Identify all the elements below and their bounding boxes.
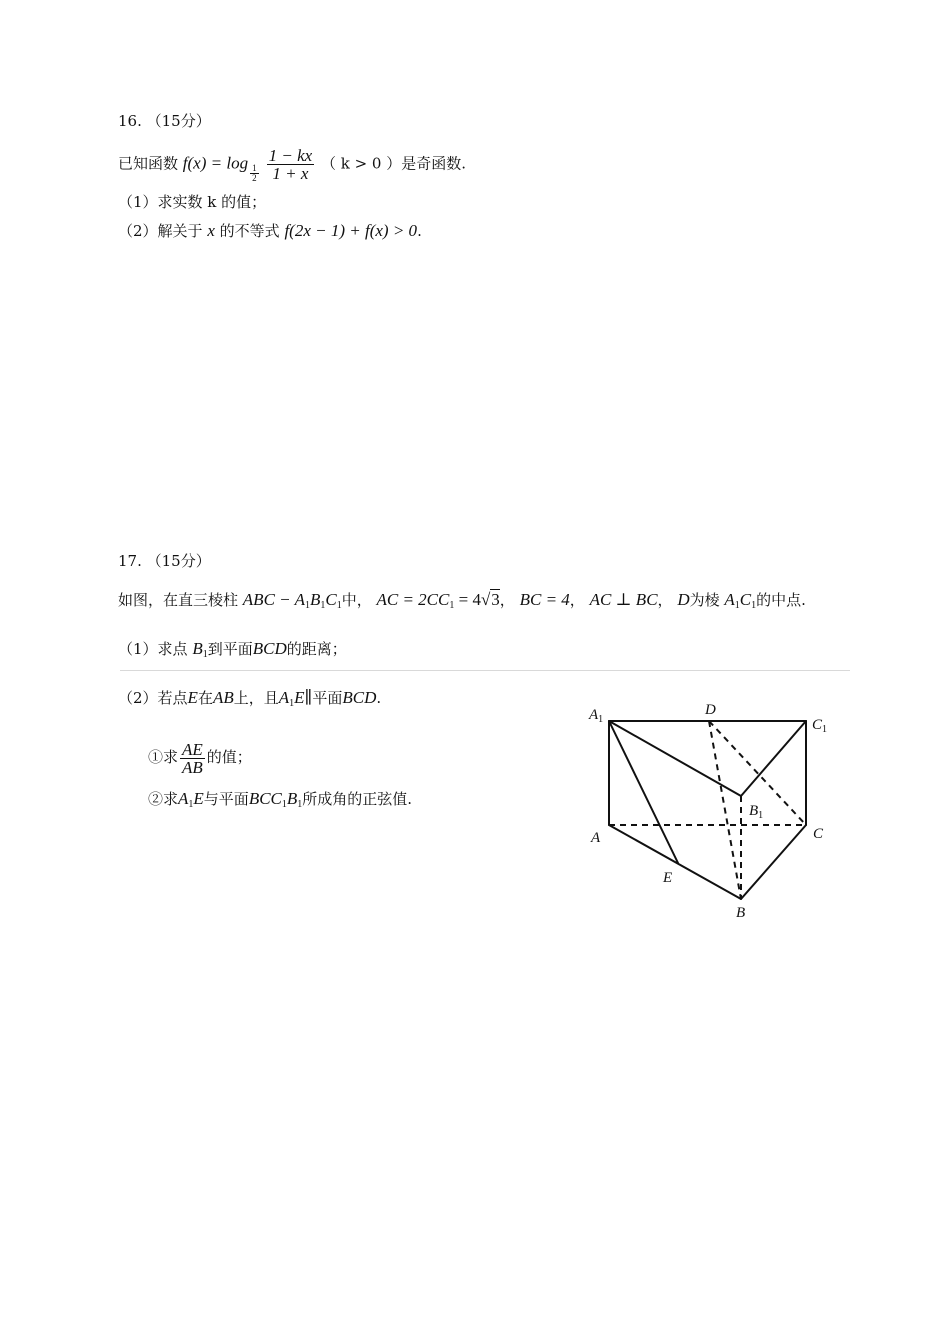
q17-sub2-line: $A_1E$ <box>178 789 204 810</box>
q17-part2-prefix: （2）若点 <box>118 689 188 707</box>
q17-part2-plane-word: 平面 <box>312 689 343 707</box>
q17-part1-prefix: （1）求点 <box>118 640 188 658</box>
label-a: A <box>591 830 601 846</box>
q17-stem-c: 为棱 <box>689 591 720 609</box>
q17-perp: AC ⊥ BC <box>589 590 658 609</box>
edge-a-b <box>609 825 741 899</box>
q17-stem <box>118 590 806 616</box>
q17-prism-base: ABC − A <box>242 590 305 609</box>
q16-frac-den: 1 + x <box>272 164 309 183</box>
q17-stem-b: 中， <box>341 591 372 609</box>
q17-sub: 1 <box>188 799 194 810</box>
q17-comma-2: ， <box>569 591 585 609</box>
q17-sub2-mid: 与平面 <box>203 790 249 808</box>
q17-part2-on: 在 <box>197 689 213 707</box>
prism-figure <box>570 690 850 930</box>
q17-part2-end: . <box>376 689 382 707</box>
q17-sub: 1 <box>734 600 740 611</box>
label-b: B <box>736 905 746 921</box>
q17-sub2-end: 所成角的正弦值. <box>302 790 413 808</box>
q17-sub2-plane: $BCC_1B_1$ <box>248 789 303 810</box>
q16-log-base-den: 2 <box>252 173 257 183</box>
q17-part1-plane: BCD <box>252 639 287 658</box>
q17-eq-ac-left: AC = 2CC <box>376 590 450 609</box>
segment-a1-e <box>609 721 678 863</box>
segment-d-b-hidden <box>709 721 741 899</box>
q17-sub: 1 <box>449 600 455 611</box>
label-b1: $B_1$ <box>749 803 764 821</box>
q17-point-d: D <box>677 590 690 609</box>
q17-part2-mid: 上，且 <box>233 689 279 707</box>
q17-sub2-prefix: ②求 <box>148 790 179 808</box>
q17-part2-a1e: $A_1E\parallel$ <box>278 688 313 709</box>
q17-part2 <box>118 688 381 714</box>
q17-sub: 1 <box>336 600 342 611</box>
q17-comma-3: ， <box>657 591 673 609</box>
q17-stem-d: 的中点. <box>756 591 806 609</box>
q17-sub: 1 <box>289 698 295 709</box>
q17-part2-parallel: E∥ <box>294 688 313 707</box>
q16-part2-inequality: f(2x − 1) + f(x) > 0 <box>284 221 418 240</box>
q17-part1-mid: 到平面 <box>207 640 253 658</box>
q16-log-base-num: 1 <box>252 163 257 173</box>
q16-function: f(x) = log <box>182 153 249 173</box>
q16-part1: （1）求实数 k 的值； <box>118 193 267 211</box>
q17-sub1-num: AE <box>182 739 203 759</box>
q17-sub: 1 <box>751 600 757 611</box>
q16-part2-end: . <box>417 222 422 240</box>
edge-b-c <box>741 825 806 899</box>
q16-part2-prefix: （2）解关于 <box>118 222 203 240</box>
label-a1: $A_1$ <box>589 707 604 725</box>
q17-sub1-fraction <box>180 741 205 776</box>
q17-eq-ac: AC = $2CC_1 = 4√3$ <box>376 590 500 611</box>
label-e: E <box>663 870 673 886</box>
q16-stem-suffix: 是奇函数. <box>401 154 466 173</box>
q17-sub1-prefix: ①求 <box>148 748 179 766</box>
q16-log-base <box>248 163 261 184</box>
q17-eq-ac-val: = 4 <box>458 590 481 609</box>
q17-stem-a: 如图，在直三棱柱 <box>118 591 239 609</box>
edge-b1-c1 <box>741 721 806 796</box>
q16-stem <box>118 147 466 183</box>
q17-sub2 <box>148 789 412 815</box>
q16-header: 16. （15分） <box>118 112 211 130</box>
q16-fraction <box>267 147 315 182</box>
q17-sub: 1 <box>297 799 303 810</box>
q17-part2-ab: AB <box>212 688 234 707</box>
q17-part2-plane: BCD <box>342 688 377 707</box>
q17-sub: 1 <box>202 649 208 660</box>
q17-sub: 1 <box>320 600 326 611</box>
q17-sub1-den: AB <box>182 757 203 777</box>
q16-part2-mid: 的不等式 <box>219 222 280 240</box>
scan-divider <box>120 670 850 671</box>
q17-header: 17. （15分） <box>118 552 211 570</box>
q17-sub1-end: 的值； <box>206 748 252 766</box>
q17-comma-1: ， <box>499 591 515 609</box>
q17-prism: ABC − $A_1B_1C_1$ <box>242 590 342 611</box>
q17-part1-end: 的距离； <box>286 640 347 658</box>
label-c1: $C_1$ <box>812 717 828 735</box>
q16-part2-var: x <box>207 221 215 240</box>
q16-stem-prefix: 已知函数 <box>118 154 179 173</box>
label-c: C <box>813 826 824 842</box>
q17-edge-a1c1: $A_1C_1$ <box>724 590 757 611</box>
q17-part1 <box>118 639 347 665</box>
q17-eq-bc: BC = 4 <box>519 590 570 609</box>
edge-a1-b1 <box>609 721 741 796</box>
q17-sub: 1 <box>281 799 287 810</box>
q17-sub: 1 <box>304 600 310 611</box>
q17-sub1 <box>148 739 252 776</box>
q17-part2-e: E <box>187 688 198 707</box>
q17-sub2-plane-base: BCC <box>248 789 282 808</box>
q16-frac-num: 1 − kx <box>268 146 313 165</box>
label-d: D <box>705 702 716 718</box>
q17-part1-point: $B_1$ <box>192 639 208 660</box>
q16-part2 <box>118 221 422 241</box>
q16-condition: （ k > 0 ） <box>320 154 402 173</box>
q17-sqrt-val: 3 <box>491 590 500 609</box>
